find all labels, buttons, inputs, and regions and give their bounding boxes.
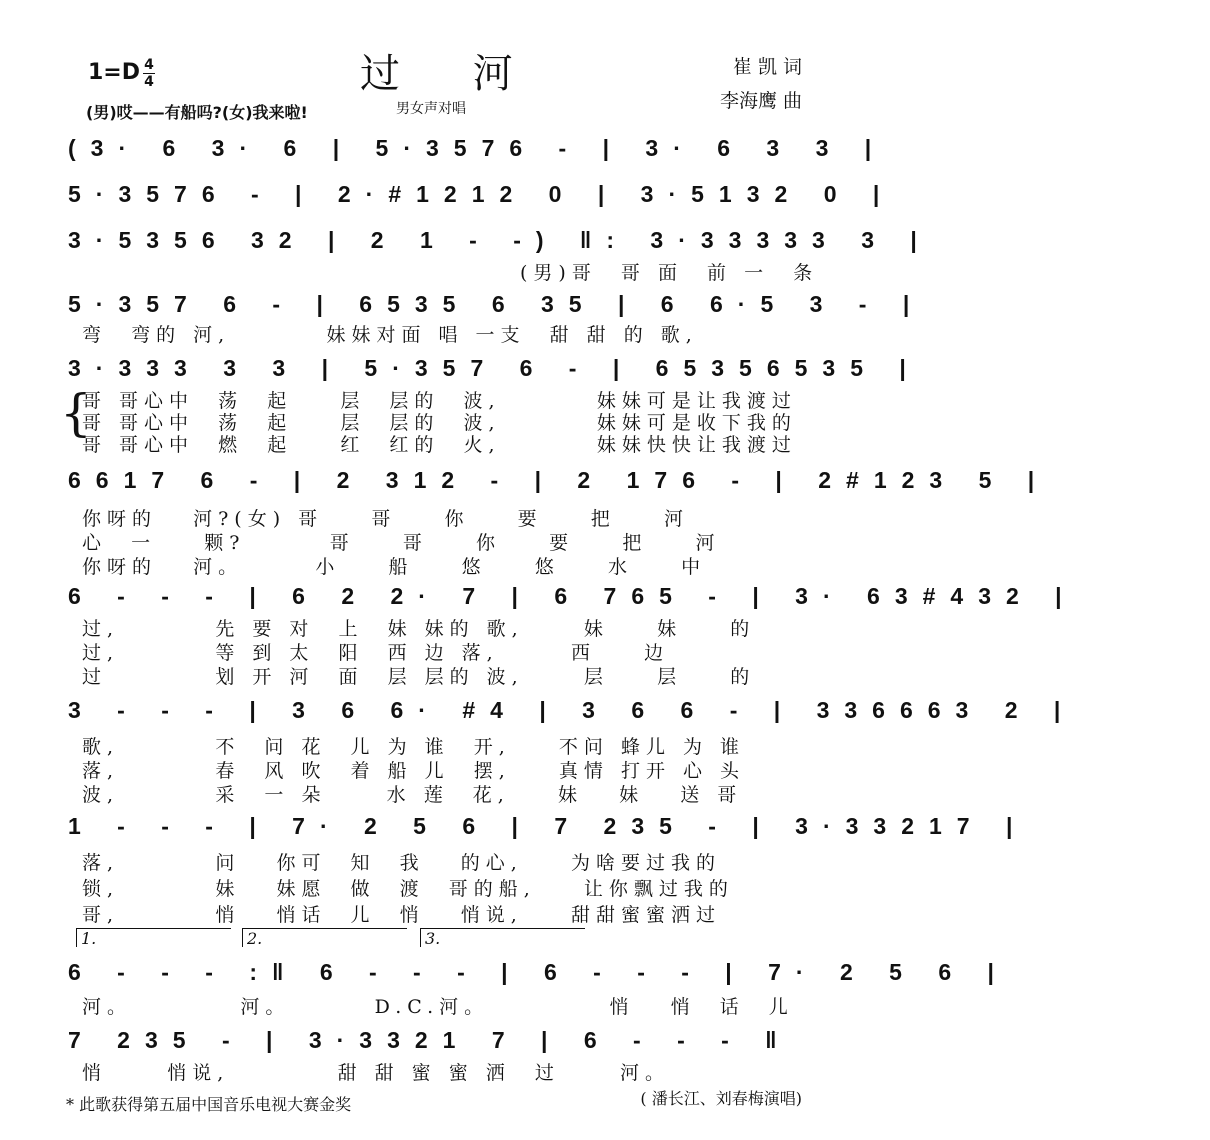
- lyric-line: 悄 悄说, 甜 甜 蜜 蜜 洒 过 河。: [82, 1062, 671, 1084]
- notation-system-10: [68, 946, 1009, 998]
- lyric-line-verse-1: 过, 先 要 对 上 妹 妹的 歌, 妹 妹 的: [82, 618, 756, 640]
- lyric-line-verse-1: 落, 问 你可 知 我 的心, 为啥要过我的: [82, 852, 721, 874]
- performers-credit: ( 潘长江、刘春梅演唱): [640, 1089, 802, 1108]
- lyric-line-verse-3: 你呀的 河。 小 船 悠 悠 水 中: [82, 556, 707, 578]
- award-footnote: * 此歌获得第五届中国音乐电视大赛金奖: [66, 1095, 352, 1114]
- lyric-line-verse-2: 哥 哥心中 荡 起 层 层的 波, 妹妹可是收下我的: [82, 412, 797, 434]
- lyric-line-verse-2: 心 一 颗? 哥 哥 你 要 把 河: [82, 532, 721, 554]
- lyric-line-verse-3: 过 划 开 河 面 层 层的 波, 层 层 的: [82, 666, 756, 688]
- lyric-line-verse-1: 你呀的 河?(女) 哥 哥 你 要 把 河: [82, 508, 689, 530]
- lyric-line-verse-3: 波, 采 一 朵 水 莲 花, 妹 妹 送 哥: [82, 784, 743, 806]
- notation-line: (3· 6 3· 6 | 5·3576 - | 3· 6 3 3 |: [68, 134, 887, 161]
- lyric-line: 弯 弯的 河, 妹妹对面 唱 一支 甜 甜 的 歌,: [82, 324, 698, 346]
- notation-line: 5·357 6 - | 6535 6 35 | 6 6·5 3 - |: [68, 290, 925, 317]
- notation-line: 6 - - - :‖ 6 - - - | 6 - - - | 7· 2 5 6 |: [68, 958, 1009, 985]
- lyricist-credit: 崔 凯 词: [732, 56, 802, 78]
- notation-system-2: [68, 168, 895, 220]
- performance-style-note: 男女声对唱: [396, 101, 466, 117]
- time-signature: [143, 58, 155, 89]
- lyric-line-verse-2: 锁, 妹 妹愿 做 渡 哥的船, 让你飘过我的: [82, 878, 734, 900]
- time-signature-top: 4: [144, 57, 154, 73]
- notation-line: 7 235 - | 3·3321 7 | 6 - - - ‖: [68, 1026, 792, 1053]
- notation-line: 1 - - - | 7· 2 5 6 | 7 235 - | 3·33217 |: [68, 812, 1028, 839]
- lyric-line-male-intro: (男)哥 哥 面 前 一 条: [520, 262, 819, 284]
- volta-ending-3: 3.: [420, 928, 585, 947]
- notation-line: 3·5356 32 | 2 1 - -) ‖: 3·33333 3 |: [68, 226, 932, 253]
- lyric-line-verse-2: 落, 春 风 吹 着 船 儿 摆, 真情 打开 心 头: [82, 760, 746, 782]
- key-signature: 1=D: [88, 60, 141, 85]
- notation-line: 5·3576 - | 2·#1212 0 | 3·5132 0 |: [68, 180, 895, 207]
- lyric-line: 河。 河。 D.C.河。 悄 悄 话 儿: [82, 996, 794, 1018]
- verse-brace: {: [60, 384, 92, 442]
- volta-ending-2: 2.: [242, 928, 407, 947]
- lyric-line-verse-2: 过, 等 到 太 阳 西 边 落, 西 边: [82, 642, 670, 664]
- lyric-line-verse-1: 哥 哥心中 荡 起 层 层的 波, 妹妹可是让我渡过: [82, 390, 797, 412]
- notation-system-9: [68, 800, 1028, 852]
- notation-line: 3 - - - | 3 6 6· #4 | 3 6 6 - | 336663 2 |: [68, 696, 1076, 723]
- notation-line: 6617 6 - | 2 312 - | 2 176 - | 2#123 5 |: [68, 466, 1050, 493]
- intro-dialogue: (男)哎——有船吗?(女)我来啦!: [86, 103, 308, 122]
- notation-system-8: [68, 684, 1076, 736]
- lyric-line-verse-3: 哥 哥心中 燃 起 红 红的 火, 妹妹快快让我渡过: [82, 434, 797, 456]
- time-signature-bottom: 4: [144, 74, 154, 90]
- lyric-line-verse-1: 歌, 不 问 花 儿 为 谁 开, 不问 蜂儿 为 谁: [82, 736, 746, 758]
- composer-credit: 李海鹰 曲: [719, 90, 802, 112]
- notation-system-1: [68, 122, 887, 174]
- lyric-line-verse-3: 哥, 悄 悄话 儿 悄 悄说, 甜甜蜜蜜洒过: [82, 904, 721, 926]
- notation-system-6: [68, 454, 1050, 506]
- song-title: 过 河: [360, 51, 543, 97]
- notation-line: 3·333 3 3 | 5·357 6 - | 65356535 |: [68, 354, 921, 381]
- notation-line: 6 - - - | 6 2 2· 7 | 6 765 - | 3· 63#432 |: [68, 582, 1077, 609]
- volta-ending-1: 1.: [76, 928, 231, 947]
